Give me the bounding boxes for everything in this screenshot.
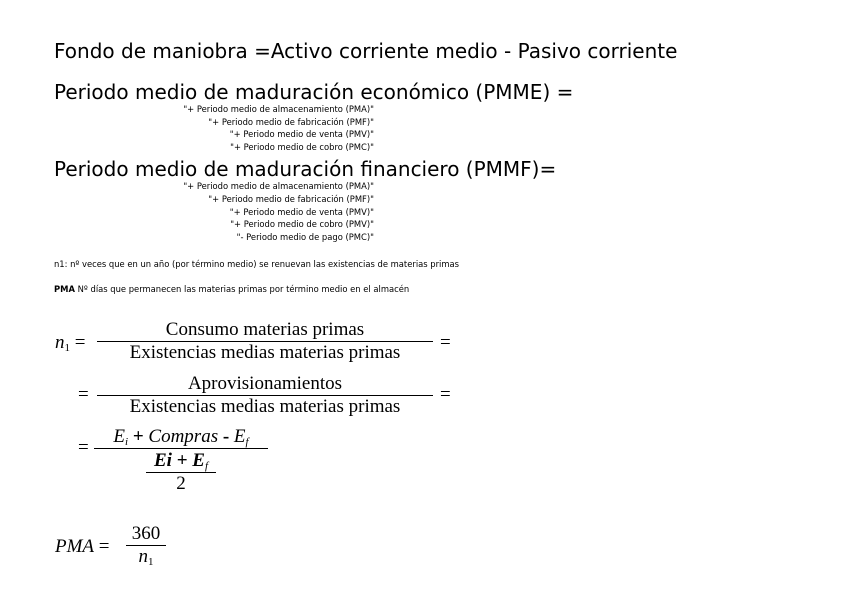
fraction-aprov-denominator: Existencias medias materias primas xyxy=(129,396,401,417)
pmme-item-4: "+ Periodo medio de cobro (PMC)" xyxy=(230,142,374,152)
n1-eq: = xyxy=(74,332,86,353)
fraction-compras-numerator xyxy=(94,426,268,448)
pma-note-label: PMA xyxy=(54,284,75,294)
ef-inner-sub: f xyxy=(204,460,208,472)
pmme-item-1: "+ Periodo medio de almacenamiento (PMA)" xyxy=(183,104,374,114)
plus-sign: + xyxy=(128,426,149,447)
n1-sub: 1 xyxy=(64,342,70,354)
pma-n-var: n xyxy=(138,546,148,567)
fraction-compras xyxy=(94,426,268,449)
fondo-maniobra-heading: Fondo de maniobra =Activo corriente medio - Pasivo corriente xyxy=(54,39,678,62)
fraction-media-denominator: 2 xyxy=(176,473,186,494)
fraction-consumo xyxy=(97,319,433,364)
fraction-consumo-denominator: Existencias medias materias primas xyxy=(129,342,401,363)
compras-var: Compras xyxy=(148,426,219,447)
fraction-pma-denominator xyxy=(126,546,166,568)
pmme-title: Periodo medio de maduración económico (PMME) = xyxy=(54,80,574,104)
pmme-item-3: "+ Periodo medio de venta (PMV)" xyxy=(229,129,374,139)
pmmf-item-1: "+ Periodo medio de almacenamiento (PMA)" xyxy=(183,181,374,191)
n1-note: n1: nº veces que en un año (por término medio) se renuevan las existencias de materias primas xyxy=(54,259,460,269)
pma-eq: = xyxy=(98,536,110,557)
row1-trailing-eq: = xyxy=(440,332,451,353)
fraction-existencias-media xyxy=(146,450,216,495)
row2-trailing-eq: = xyxy=(440,384,451,405)
pma-n-sub: 1 xyxy=(148,556,154,568)
pmme-item-2: "+ Periodo medio de fabricación (PMF)" xyxy=(208,117,374,127)
fraction-pma-numerator: 360 xyxy=(131,523,161,544)
ei-sub: i xyxy=(125,436,129,448)
fraction-media-numerator xyxy=(146,450,216,472)
fraction-aprov-numerator: Aprovisionamientos xyxy=(187,373,343,394)
top-clip xyxy=(0,0,848,62)
fraction-aprovisionamientos xyxy=(97,373,433,418)
ei-ef-sum: Ei + E xyxy=(153,450,205,471)
n1-var: n xyxy=(55,332,65,353)
ef-sub: f xyxy=(245,436,249,448)
pma-lhs xyxy=(55,536,110,558)
row2-leading-eq: = xyxy=(78,384,89,405)
ef-var: E xyxy=(233,426,246,447)
pma-var: PMA xyxy=(55,536,95,557)
pmmf-title: Periodo medio de maduración financiero (PMMF)= xyxy=(54,157,557,181)
fraction-pma xyxy=(126,523,166,568)
minus-sign: - xyxy=(218,426,234,447)
fraction-compras-bar xyxy=(94,448,268,449)
pma-note-text: Nº días que permanecen las materias primas por término medio en el almacén xyxy=(74,284,410,294)
row3-leading-eq: = xyxy=(78,437,89,458)
pmmf-item-3: "+ Periodo medio de venta (PMV)" xyxy=(229,207,374,217)
pmmf-item-4: "+ Periodo medio de cobro (PMV)" xyxy=(230,219,374,229)
pmmf-item-2: "+ Periodo medio de fabricación (PMF)" xyxy=(208,194,374,204)
n1-lhs xyxy=(55,332,85,354)
ei-var: E xyxy=(113,426,126,447)
pmmf-item-5: "- Periodo medio de pago (PMC)" xyxy=(236,232,374,242)
pma-note xyxy=(54,284,409,294)
fraction-consumo-numerator: Consumo materias primas xyxy=(165,319,365,340)
